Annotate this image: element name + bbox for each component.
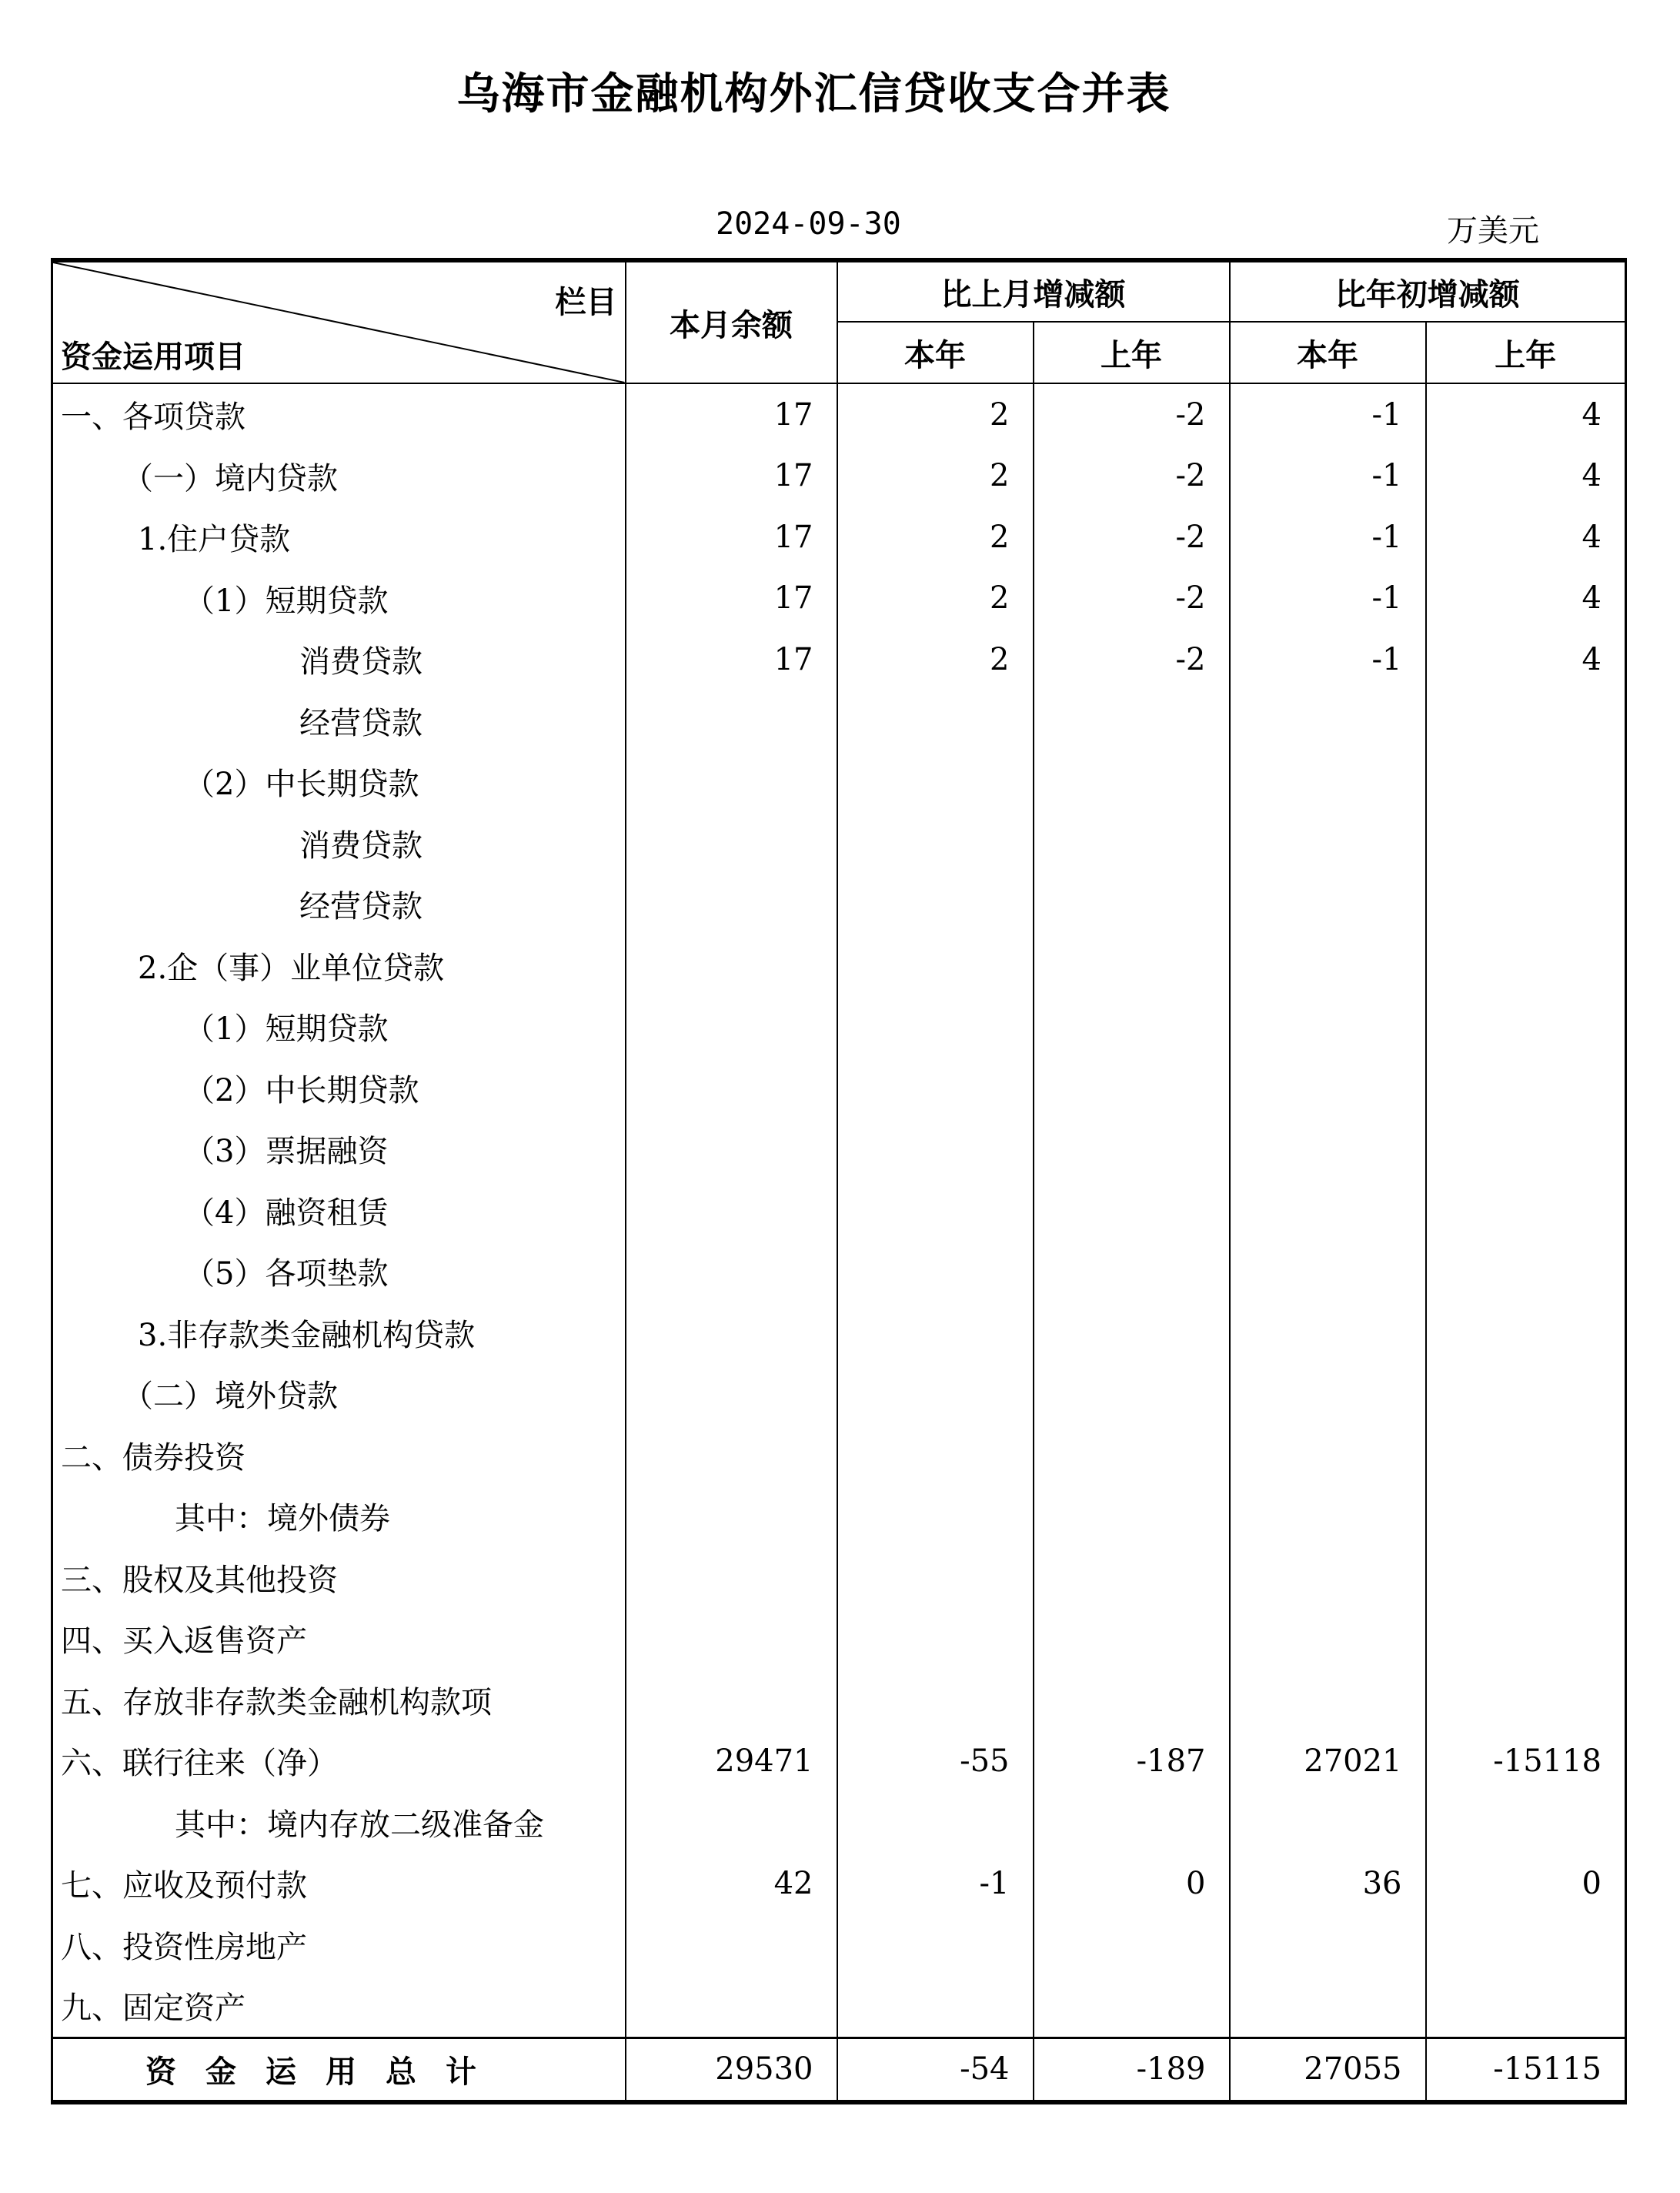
cell-mom-this-year [837,1118,1034,1180]
cell-mom-this-year [837,1241,1034,1302]
row-label-cell [52,568,626,630]
cell-balance [626,1792,837,1854]
cell-mom-this-year [837,1058,1034,1119]
row-label-cell [52,996,626,1058]
table-row [52,629,1626,690]
row-label: 经营贷款 [299,889,423,925]
cell-mom-last-year [1034,1914,1230,1976]
total-ytd-this-year: 27055 [1230,2038,1426,2102]
total-mom-last-year: -189 [1034,2038,1230,2102]
cell-ytd-this-year [1230,996,1426,1058]
cell-ytd-this-year: -1 [1230,629,1426,690]
cell-mom-this-year [837,1363,1034,1425]
total-ytd-last-year: -15115 [1426,2038,1626,2102]
header-corner-row-label: 资金运用项目 [61,339,245,375]
row-label-cell [52,1241,626,1302]
cell-mom-this-year: 2 [837,506,1034,568]
cell-ytd-this-year: -1 [1230,568,1426,630]
row-label-cell [52,1486,626,1547]
row-label: 消费贷款 [299,644,423,680]
cell-mom-last-year [1034,1486,1230,1547]
cell-ytd-this-year [1230,874,1426,935]
cell-mom-this-year [837,1547,1034,1609]
cell-ytd-this-year [1230,1241,1426,1302]
table-row [52,751,1626,813]
cell-mom-last-year: -2 [1034,506,1230,568]
table-row [52,1241,1626,1302]
table-row [52,996,1626,1058]
header-balance: 本月余额 [626,260,837,383]
cell-ytd-last-year [1426,1241,1626,1302]
cell-ytd-last-year: -15118 [1426,1730,1626,1792]
row-label-cell [52,874,626,935]
table-row [52,1792,1626,1854]
cell-ytd-this-year [1230,1302,1426,1364]
cell-mom-this-year: 2 [837,446,1034,507]
cell-mom-last-year [1034,935,1230,997]
cell-ytd-last-year [1426,813,1626,874]
cell-ytd-last-year [1426,751,1626,813]
row-label: 3.非存款类金融机构贷款 [138,1317,476,1353]
table-row [52,690,1626,752]
table-row [52,1670,1626,1731]
cell-balance [626,751,837,813]
cell-mom-this-year [837,1425,1034,1486]
cell-mom-this-year [837,1670,1034,1731]
cell-ytd-last-year [1426,1792,1626,1854]
row-label: 七、应收及预付款 [61,1868,307,1904]
row-label-cell [52,1975,626,2038]
cell-ytd-last-year [1426,1486,1626,1547]
row-label: 八、投资性房地产 [61,1929,307,1965]
cell-mom-this-year [837,935,1034,997]
table-row [52,446,1626,507]
row-label-cell [52,1425,626,1486]
cell-ytd-this-year [1230,1363,1426,1425]
table-row [52,1547,1626,1609]
cell-ytd-this-year: 36 [1230,1853,1426,1914]
cell-mom-last-year [1034,1425,1230,1486]
table-row [52,1608,1626,1670]
table-row [52,568,1626,630]
header-corner-column-label: 栏目 [555,285,617,320]
row-label-cell [52,1853,626,1914]
cell-balance [626,1547,837,1609]
total-mom-this-year: -54 [837,2038,1034,2102]
header-ytd-last-year: 上年 [1426,322,1626,383]
total-row [52,2038,1626,2102]
cell-mom-last-year [1034,1670,1230,1731]
cell-balance [626,1486,837,1547]
cell-balance [626,935,837,997]
cell-mom-last-year [1034,874,1230,935]
row-label-cell [52,935,626,997]
row-label: 四、买入返售资产 [61,1623,307,1660]
cell-ytd-last-year [1426,1363,1626,1425]
cell-mom-this-year [837,1180,1034,1242]
table-row [52,1363,1626,1425]
table-row [52,1180,1626,1242]
cell-mom-last-year [1034,1363,1230,1425]
row-label-cell [52,446,626,507]
cell-ytd-this-year [1230,1058,1426,1119]
cell-ytd-this-year: -1 [1230,383,1426,446]
cell-balance: 17 [626,383,837,446]
cell-balance [626,813,837,874]
cell-mom-this-year: -1 [837,1853,1034,1914]
table-row [52,874,1626,935]
cell-mom-last-year [1034,690,1230,752]
cell-ytd-this-year [1230,1975,1426,2038]
credit-balance-table [51,258,1627,2104]
row-label: 其中：境内存放二级准备金 [175,1807,544,1843]
table-row [52,1118,1626,1180]
row-label-cell [52,1058,626,1119]
cell-ytd-this-year [1230,935,1426,997]
cell-balance [626,996,837,1058]
cell-mom-last-year: -2 [1034,629,1230,690]
cell-ytd-last-year [1426,996,1626,1058]
cell-balance: 17 [626,568,837,630]
cell-ytd-last-year [1426,1058,1626,1119]
row-label-cell [52,1608,626,1670]
cell-ytd-last-year [1426,690,1626,752]
cell-ytd-last-year: 4 [1426,446,1626,507]
cell-mom-this-year: 2 [837,629,1034,690]
header-ytd-group: 比年初增减额 [1230,260,1626,322]
cell-mom-last-year: -2 [1034,446,1230,507]
row-label-cell [52,1792,626,1854]
row-label: （2）中长期贷款 [184,767,419,803]
cell-ytd-this-year [1230,751,1426,813]
cell-ytd-last-year [1426,1608,1626,1670]
row-label-cell [52,506,626,568]
cell-balance [626,1914,837,1976]
row-label-cell [52,1302,626,1364]
cell-mom-last-year [1034,996,1230,1058]
total-label-cell [52,2038,626,2102]
cell-mom-this-year [837,1608,1034,1670]
cell-mom-last-year [1034,1547,1230,1609]
table-row [52,1302,1626,1364]
cell-mom-this-year: 2 [837,568,1034,630]
cell-ytd-last-year [1426,935,1626,997]
header-mom-this-year: 本年 [837,322,1034,383]
cell-mom-this-year: 2 [837,383,1034,446]
cell-balance: 29471 [626,1730,837,1792]
cell-balance [626,1363,837,1425]
cell-balance: 17 [626,629,837,690]
cell-ytd-last-year: 4 [1426,506,1626,568]
cell-mom-this-year [837,996,1034,1058]
row-label: （1）短期贷款 [184,583,389,619]
cell-mom-this-year [837,690,1034,752]
cell-balance [626,1670,837,1731]
cell-ytd-last-year [1426,1118,1626,1180]
cell-mom-this-year [837,1486,1034,1547]
cell-mom-last-year: -2 [1034,568,1230,630]
row-label-cell [52,690,626,752]
table-row [52,506,1626,568]
row-label: 经营贷款 [299,705,423,741]
cell-balance [626,1975,837,2038]
row-label: （1）短期贷款 [184,1011,389,1048]
cell-mom-last-year [1034,1058,1230,1119]
page-title: 乌海市金融机构外汇信贷收支合并表 [456,69,1171,119]
cell-ytd-last-year [1426,1670,1626,1731]
cell-balance [626,1608,837,1670]
cell-ytd-this-year [1230,1608,1426,1670]
cell-ytd-last-year [1426,1425,1626,1486]
table-row [52,1853,1626,1914]
row-label: （5）各项垫款 [184,1256,389,1292]
currency-unit: 万美元 [1447,213,1539,249]
row-label: 三、股权及其他投资 [61,1562,338,1598]
total-balance: 29530 [626,2038,837,2102]
row-label: 2.企（事）业单位贷款 [138,950,445,986]
cell-mom-this-year [837,1914,1034,1976]
row-label-cell [52,1118,626,1180]
cell-ytd-this-year: 27021 [1230,1730,1426,1792]
row-label-cell [52,1547,626,1609]
cell-ytd-this-year [1230,1180,1426,1242]
table-row [52,1058,1626,1119]
cell-balance: 17 [626,446,837,507]
table-row [52,1486,1626,1547]
cell-mom-this-year [837,874,1034,935]
cell-ytd-this-year [1230,1914,1426,1976]
cell-ytd-this-year [1230,1425,1426,1486]
cell-ytd-this-year [1230,813,1426,874]
cell-mom-last-year [1034,1792,1230,1854]
row-label-cell [52,1914,626,1976]
cell-mom-last-year [1034,1608,1230,1670]
header-ytd-this-year: 本年 [1230,322,1426,383]
table-row [52,813,1626,874]
cell-ytd-last-year: 4 [1426,383,1626,446]
cell-balance [626,1058,837,1119]
cell-mom-last-year [1034,813,1230,874]
cell-mom-last-year [1034,1118,1230,1180]
cell-balance [626,874,837,935]
cell-mom-last-year: -187 [1034,1730,1230,1792]
table-row [52,383,1626,446]
row-label-cell [52,751,626,813]
row-label-cell [52,1670,626,1731]
cell-ytd-this-year [1230,1670,1426,1731]
cell-mom-last-year: 0 [1034,1853,1230,1914]
row-label-cell [52,1730,626,1792]
cell-ytd-last-year [1426,1914,1626,1976]
row-label-cell [52,1180,626,1242]
row-label: 1.住户贷款 [138,522,291,558]
cell-ytd-last-year [1426,1180,1626,1242]
row-label: 一、各项贷款 [61,399,245,436]
cell-balance [626,1425,837,1486]
table-row [52,1914,1626,1976]
cell-mom-this-year [837,1302,1034,1364]
cell-mom-last-year [1034,1302,1230,1364]
cell-mom-last-year [1034,1180,1230,1242]
cell-ytd-last-year [1426,1302,1626,1364]
cell-ytd-this-year [1230,690,1426,752]
cell-ytd-this-year [1230,1792,1426,1854]
cell-mom-last-year [1034,751,1230,813]
row-label: 消费贷款 [299,827,423,864]
header-mom-group: 比上月增减额 [837,260,1230,322]
row-label-cell [52,813,626,874]
cell-mom-last-year [1034,1975,1230,2038]
cell-ytd-this-year [1230,1547,1426,1609]
cell-mom-this-year [837,751,1034,813]
row-label: 六、联行往来（净） [61,1746,338,1782]
cell-mom-this-year [837,1975,1034,2038]
cell-balance [626,1302,837,1364]
cell-mom-last-year: -2 [1034,383,1230,446]
cell-ytd-this-year [1230,1486,1426,1547]
row-label: （一）境内贷款 [122,460,338,496]
total-label: 资金运用总计 [145,2054,506,2090]
cell-ytd-last-year [1426,874,1626,935]
cell-ytd-this-year: -1 [1230,446,1426,507]
cell-ytd-this-year [1230,1118,1426,1180]
row-label: 九、固定资产 [61,1991,245,2027]
cell-balance: 42 [626,1853,837,1914]
cell-ytd-last-year: 4 [1426,568,1626,630]
cell-ytd-last-year [1426,1975,1626,2038]
row-label-cell [52,1363,626,1425]
cell-ytd-last-year: 4 [1426,629,1626,690]
cell-mom-this-year [837,813,1034,874]
cell-balance [626,1180,837,1242]
row-label: （2）中长期贷款 [184,1072,419,1108]
row-label: （3）票据融资 [184,1134,389,1170]
table-row [52,1975,1626,2038]
cell-mom-this-year: -55 [837,1730,1034,1792]
header-mom-last-year: 上年 [1034,322,1230,383]
cell-balance [626,1241,837,1302]
table-row [52,1425,1626,1486]
cell-mom-last-year [1034,1241,1230,1302]
table-row [52,935,1626,997]
cell-balance: 17 [626,506,837,568]
cell-balance [626,1118,837,1180]
report-date: 2024-09-30 [716,206,901,242]
cell-ytd-last-year: 0 [1426,1853,1626,1914]
table-row [52,1730,1626,1792]
cell-mom-this-year [837,1792,1034,1854]
row-label: 五、存放非存款类金融机构款项 [61,1684,492,1720]
cell-ytd-this-year: -1 [1230,506,1426,568]
row-label: 二、债券投资 [61,1439,245,1476]
cell-ytd-last-year [1426,1547,1626,1609]
row-label: 其中：境外债券 [175,1501,390,1537]
row-label: （二）境外贷款 [122,1379,338,1415]
header-corner-cell [52,260,626,383]
row-label: （4）融资租赁 [184,1195,389,1231]
cell-balance [626,690,837,752]
row-label-cell [52,383,626,446]
row-label-cell [52,629,626,690]
